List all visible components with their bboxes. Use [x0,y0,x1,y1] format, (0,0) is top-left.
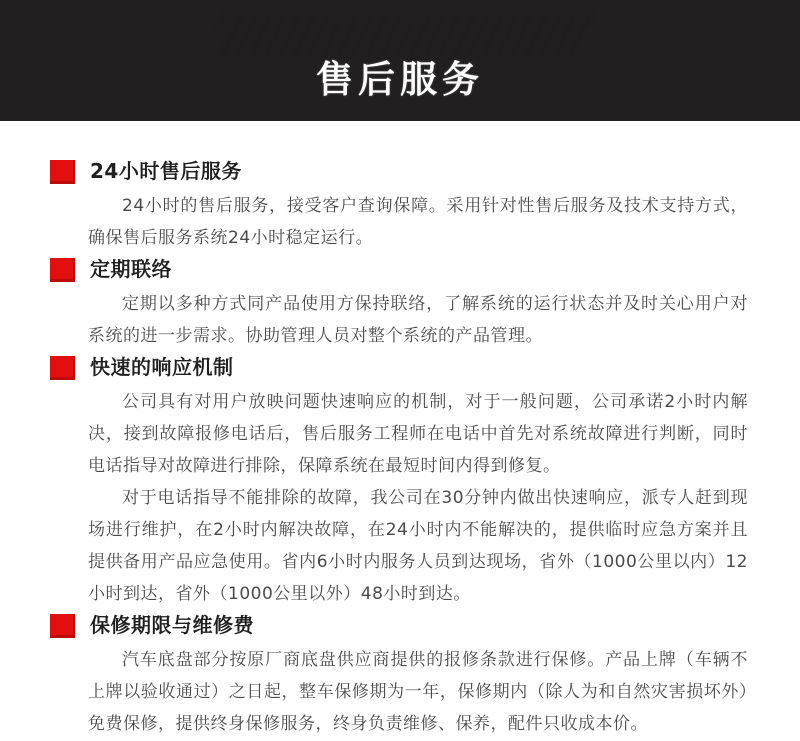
section-paragraph: 汽车底盘部分按原厂商底盘供应商提供的报修条款进行保修。产品上牌（车辆不上牌以验收通过）之日起，整车保修期为一年，保修期内（除人为和自然灾害损坏外）免费保修，提供终身保修服务，终身负责维修、保养，配件只收成本价。 [88,650,748,734]
section-heading-row [50,159,748,184]
section-paragraph: 公司具有对用户放映问题快速响应的机制，对于一般问题，公司承诺2小时内解决，接到故障报修电话后，售后服务工程师在电话中首先对系统故障进行判断，同时电话指导对故障进行排除，保障系统在最短时间内得到修复。 [88,392,748,476]
section-24h-service [50,159,748,254]
red-square-bullet-icon [50,160,75,184]
section-paragraph: 24小时的售后服务，接受客户查询保障。采用针对性售后服务及技术支持方式，确保售后服务系统24小时稳定运行。 [88,196,748,248]
page-title: 售后服务 [316,57,484,101]
section-heading-row [50,355,748,380]
red-square-bullet-icon [50,614,75,638]
section-paragraph: 对于电话指导不能排除的故障，我公司在30分钟内做出快速响应，派专人赶到现场进行维护，在2小时内解决故障，在24小时内不能解决的，提供临时应急方案并且提供备用产品应急使用。省内6小时内服务人员到达现场，省外（1000公里以内）12小时到达，省外（1000公里以外）48小时到达。 [88,488,748,604]
section-heading: 快速的响应机制 [90,355,234,379]
section-rapid-response [50,355,748,610]
section-heading: 保修期限与维修费 [90,613,254,637]
section-heading-row [50,257,748,282]
header-banner [0,0,800,121]
section-heading: 24小时售后服务 [90,159,242,183]
section-heading-row [50,613,748,638]
red-square-bullet-icon [50,356,75,380]
section-heading: 定期联络 [90,257,172,281]
content-area [0,121,800,740]
red-square-bullet-icon [50,258,75,282]
section-regular-contact [50,257,748,352]
section-paragraph: 定期以多种方式同产品使用方保持联络，了解系统的运行状态并及时关心用户对系统的进一步需求。协助管理人员对整个系统的产品管理。 [88,294,748,346]
section-warranty [50,613,748,740]
